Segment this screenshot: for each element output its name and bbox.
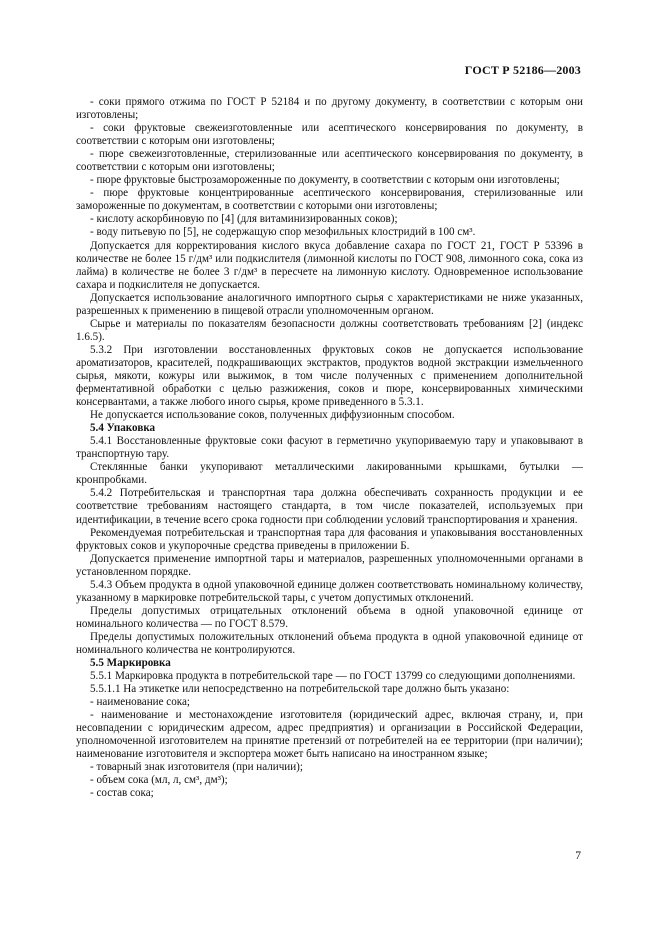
paragraph-text: - соки прямого отжима по ГОСТ Р 52184 и по другому документу, в соответствии с которым они изготовлены; xyxy=(76,96,583,122)
paragraph-text: - наименование сока; xyxy=(90,696,190,709)
paragraph-text: - состав сока; xyxy=(90,787,154,800)
paragraph-text: Допускается использование аналогичного импортного сырья с характеристиками не ниже указанных, разрешенных к применению в пищевой отрасли уполномоченным органом. xyxy=(76,291,583,317)
paragraph-text: Стеклянные банки укупоривают металлическими лакированными крышками, бутылки — кронпробками. xyxy=(76,461,583,487)
paragraph xyxy=(76,683,583,696)
paragraph-text: - наименование и местонахождение изготовителя (юридический адрес, включая страну, и, при несовпадении с юридическим адресом, адрес предприятия) и организации в Российской Федерации, уполномоченной изготовителем на принятие претензий от потребителей на ее территории (при наличии); наименование изготовителя и экспортера может быть написано на иностранном языке; xyxy=(76,709,583,761)
paragraph xyxy=(76,122,583,148)
paragraph-text: 5.4.3 Объем продукта в одной упаковочной единице должен соответствовать номинальному количеству, указанному в маркировке потребительской тары, с учетом допустимых отклонений. xyxy=(76,578,583,604)
page-number: 7 xyxy=(575,850,581,862)
paragraph-text: 5.3.2 При изготовлении восстановленных фруктовых соков не допускается использование ароматизаторов, красителей, подкрашивающих экстрактов, продуктов водной экстракции измельченного сырья, мякоти, кожуры или выжимок, в том числе полученных с применением дополнительной ферментативной обработки с целью разжижения, соков и пюре, консервированных химическими консервантами, а также любого иного сырья, кроме приведенного в 5.3.1. xyxy=(76,343,583,409)
paragraph-text: Рекомендуемая потребительская и транспортная тара для фасования и упаковывания восстановленных фруктовых соков и укупорочные средства приведены в приложении Б. xyxy=(76,526,583,552)
paragraph xyxy=(76,318,583,344)
paragraph-text: - кислоту аскорбиновую по [4] (для витаминизированных соков); xyxy=(90,213,398,226)
paragraph-text: - объем сока (мл, л, см³, дм³); xyxy=(90,774,228,787)
paragraph-text: - воду питьевую по [5], не содержащую спор мезофильных клостридий в 100 см³. xyxy=(90,226,476,239)
paragraph xyxy=(76,226,583,239)
paragraph-text: 5.5.1 Маркировка продукта в потребительской таре — по ГОСТ 13799 со следующими дополнениями. xyxy=(90,670,576,683)
paragraph xyxy=(76,174,583,187)
paragraph-text: Пределы допустимых отрицательных отклонений объема в одной упаковочной единице от номинального количества — по ГОСТ 8.579. xyxy=(76,604,583,630)
paragraph xyxy=(76,774,583,787)
section-heading xyxy=(76,422,583,435)
paragraph xyxy=(76,344,583,409)
paragraph-text: Допускается применение импортной тары и материалов, разрешенных уполномоченными органами в установленном порядке. xyxy=(76,552,583,578)
paragraph xyxy=(76,553,583,579)
paragraph xyxy=(76,435,583,461)
heading-text: 5.5 Маркировка xyxy=(90,657,171,670)
paragraph xyxy=(76,487,583,526)
paragraph xyxy=(76,240,583,292)
paragraph-text: - пюре фруктовые концентрированные асептического консервирования, стерилизованные или замороженные по документам, в соответствии с которыми они изготовлены; xyxy=(76,187,583,213)
paragraph xyxy=(76,709,583,761)
paragraph-text: 5.4.2 Потребительская и транспортная тара должна обеспечивать сохранность продукции и ее соответствие требованиям настоящего стандарта, в том числе показателей, используемых при идентификации, в течение всего срока годности при соблюдении условий транспортирования и хранения. xyxy=(76,487,583,526)
paragraph xyxy=(76,696,583,709)
paragraph-text: Пределы допустимых положительных отклонений объема продукта в одной упаковочной единице от номинального количества не контролируются. xyxy=(76,630,583,656)
paragraph xyxy=(76,579,583,605)
section-heading xyxy=(76,657,583,670)
paragraph-text: Сырье и материалы по показателям безопасности должны соответствовать требованиям [2] (индекс 1.6.5). xyxy=(76,317,583,343)
paragraph xyxy=(76,670,583,683)
paragraph xyxy=(76,787,583,800)
paragraph xyxy=(76,292,583,318)
paragraph xyxy=(76,148,583,174)
heading-text: 5.4 Упаковка xyxy=(90,422,156,435)
paragraph xyxy=(76,605,583,631)
paragraph xyxy=(76,527,583,553)
paragraph-text: - соки фруктовые свежеизготовленные или асептического консервирования по документу, в соответствии с которым они изготовлены; xyxy=(76,122,583,148)
paragraph xyxy=(76,96,583,122)
document-header: ГОСТ Р 52186—2003 xyxy=(464,63,581,77)
paragraph-text: 5.5.1.1 На этикетке или непосредственно на потребительской таре должно быть указано: xyxy=(90,683,510,696)
paragraph-text: Допускается для корректирования кислого вкуса добавление сахара по ГОСТ 21, ГОСТ Р 53396 в количестве не более 15 г/дм³ или подкислителя (лимонной кислоты по ГОСТ 908, лимонного сока, сока из лайма) в количестве не более 3 г/дм³ в пересчете на лимонную кислоту. Одновременное использование сахара и подкислителя не допускается. xyxy=(76,239,583,291)
paragraph-text: - пюре фруктовые быстрозамороженные по документу, в соответствии с которым они изготовлены; xyxy=(90,174,560,187)
paragraph xyxy=(76,187,583,213)
paragraph-text: - пюре свежеизготовленные, стерилизованные или асептического консервирования по документу, в соответствии с которым они изготовлены; xyxy=(76,148,583,174)
paragraph-text: Не допускается использование соков, полученных диффузионным способом. xyxy=(90,409,455,422)
paragraph xyxy=(76,461,583,487)
paragraph xyxy=(76,631,583,657)
paragraph-text: 5.4.1 Восстановленные фруктовые соки фасуют в герметично укупориваемую тару и упаковывают в транспортную тару. xyxy=(76,435,583,461)
document-body xyxy=(76,96,583,801)
paragraph-text: - товарный знак изготовителя (при наличии); xyxy=(90,761,303,774)
paragraph xyxy=(76,761,583,774)
paragraph xyxy=(76,409,583,422)
paragraph xyxy=(76,213,583,226)
